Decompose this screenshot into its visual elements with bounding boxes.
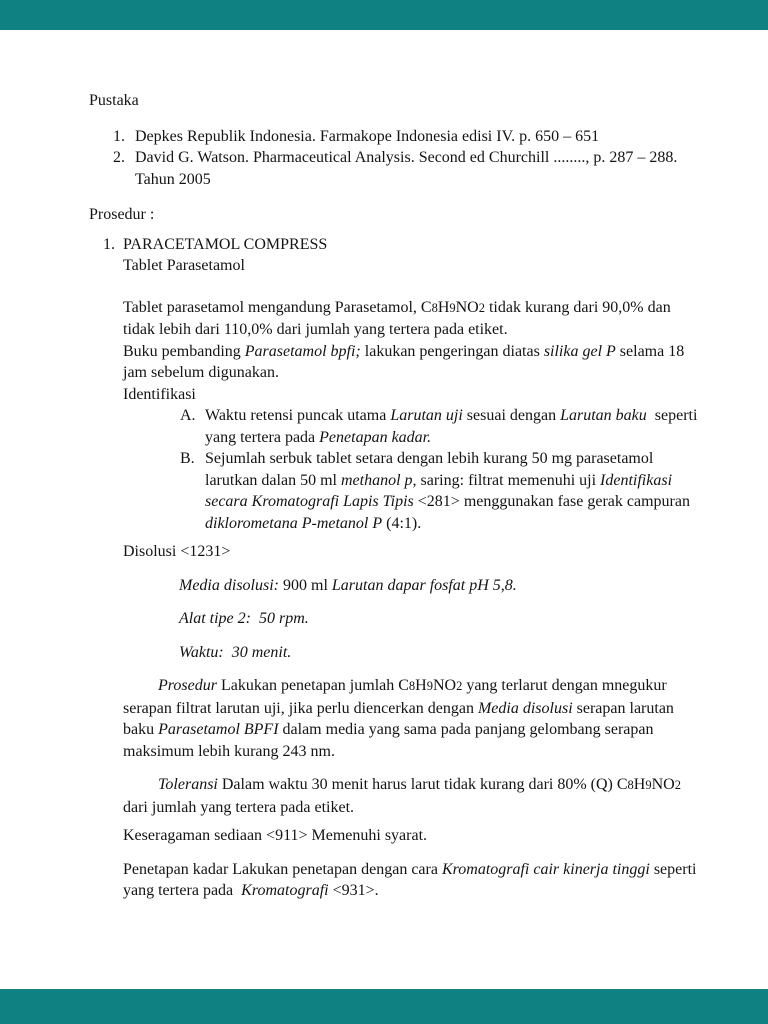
text-line	[123, 362, 698, 384]
text-run: H	[437, 298, 450, 316]
text-line	[123, 774, 698, 797]
text-run: baku	[123, 721, 159, 738]
list-letter: A.	[180, 407, 196, 424]
disolusi-heading	[123, 541, 698, 563]
chem-subscript: 9	[449, 300, 456, 315]
identifikasi-item-text	[205, 405, 698, 448]
procedure-body	[123, 234, 698, 902]
italic-text-run: Prosedur	[158, 677, 217, 694]
disolusi-media-line	[179, 575, 698, 597]
italic-text-run: Parasetamol bpfi;	[244, 342, 361, 360]
text-run: <931>.	[328, 882, 379, 899]
text-run: serapan larutan	[572, 699, 674, 717]
document-page	[0, 30, 768, 989]
italic-text-run: Kromatografi cair kinerja tinggi	[441, 860, 650, 878]
italic-text-run: secara Kromatografi Lapis Tipis	[205, 493, 414, 510]
text-run: jam sebelum digunakan.	[123, 364, 279, 381]
text-run: Dalam waktu 30 menit harus larut tidak kurang dari 80% (Q) C	[217, 776, 628, 793]
reference-list	[113, 126, 698, 191]
text-run: yang tertera pada	[123, 882, 242, 899]
italic-text-run: Alat tipe 2: 50 rpm.	[179, 610, 309, 627]
text-line	[123, 880, 698, 902]
text-run: serapan filtrat larutan uji, jika perlu diencerkan dengan	[123, 699, 478, 717]
text-run: maksimum lebih kurang 243 nm.	[123, 742, 335, 760]
prosedur-heading: Prosedur :	[89, 206, 155, 223]
text-line	[205, 405, 698, 427]
disolusi-alat-line	[179, 608, 698, 630]
text-run: Buku pembanding	[123, 342, 245, 360]
text-line	[123, 719, 698, 741]
page-content	[0, 30, 768, 902]
chem-subscript: 9	[645, 778, 652, 792]
disolusi-waktu-line	[179, 642, 698, 664]
text-run: Penetapan kadar Lakukan penetapan dengan cara	[123, 860, 442, 878]
reference-text	[135, 126, 698, 148]
text-line	[205, 470, 698, 492]
text-line	[179, 642, 698, 664]
italic-text-run: Toleransi	[158, 776, 218, 793]
chem-subscript: 8	[627, 778, 634, 792]
text-run: David G. Watson. Pharmaceutical Analysis. Second ed Churchill ........, p. 287 – 288.	[135, 149, 678, 166]
text-run: Tahun 2005	[135, 170, 211, 188]
text-run: Waktu retensi puncak utama	[205, 407, 391, 424]
identifikasi-heading: Identifikasi	[123, 385, 196, 403]
italic-text-run: Larutan uji	[390, 407, 463, 424]
chem-subscript: 2	[456, 679, 463, 693]
reference-item	[113, 126, 698, 148]
reference-item	[113, 147, 698, 190]
text-run: tidak kurang dari 90,0% dan	[484, 298, 671, 316]
chem-subscript: 8	[408, 679, 416, 693]
identifikasi-item-b	[180, 448, 698, 534]
text-line	[123, 341, 698, 363]
reference-standard-paragraph	[123, 341, 698, 384]
italic-text-run: Parasetamol BPFI	[158, 721, 279, 738]
text-run: lakukan pengeringan diatas	[360, 342, 544, 360]
italic-text-run: methanol p,	[340, 471, 417, 489]
procedure-item	[103, 234, 698, 902]
text-run: H	[633, 776, 646, 793]
text-run: selama 18	[615, 342, 685, 360]
monograph-intro-paragraph	[123, 297, 698, 341]
identifikasi-item-text	[205, 448, 698, 534]
italic-text-run: Waktu: 30 menit.	[179, 643, 292, 661]
pustaka-heading: Pustaka	[89, 92, 139, 109]
chem-subscript: 8	[431, 300, 438, 315]
text-line	[123, 319, 698, 341]
text-run: NO	[455, 298, 479, 316]
text-run: Keseragaman sediaan <911> Memenuhi syarat.	[123, 827, 428, 844]
text-line	[123, 675, 698, 698]
text-run: (4:1).	[382, 514, 422, 532]
text-line	[135, 126, 698, 148]
text-run: seperti	[646, 407, 698, 424]
text-line	[135, 169, 698, 191]
list-letter: B.	[180, 450, 195, 467]
text-run: dari jumlah yang tertera pada etiket.	[123, 798, 355, 816]
text-run: Lakukan penetapan jumlah C	[216, 677, 409, 694]
prosedur-paragraph	[123, 675, 698, 762]
text-run: yang terlarut dengan mnegukur	[462, 677, 667, 694]
text-run: tidak lebih dari 110,0% dari jumlah yang tertera pada etiket.	[123, 321, 508, 338]
italic-text-run: Larutan baku	[560, 407, 647, 424]
identifikasi-item-a	[180, 405, 698, 448]
text-run: larutkan dalan 50 ml	[205, 471, 341, 489]
text-line	[179, 608, 698, 630]
list-number: 1.	[113, 127, 125, 145]
list-number: 2.	[113, 149, 125, 166]
list-number: 1.	[103, 235, 115, 253]
text-run: NO	[432, 677, 457, 694]
penetapan-kadar-paragraph	[123, 859, 698, 902]
chem-subscript: 2	[478, 300, 485, 315]
text-line	[123, 297, 698, 320]
italic-text-run: diklorometana P-metanol P	[205, 514, 383, 532]
italic-text-run: Kromatografi	[241, 882, 329, 899]
text-run: Tablet parasetamol mengandung Parasetamol, C	[123, 298, 432, 316]
text-run: seperti	[649, 860, 697, 878]
text-run: dalam media yang sama pada panjang gelombang serapan	[278, 721, 654, 738]
text-run: H	[415, 677, 427, 694]
italic-text-run: Penetapan kadar.	[319, 428, 432, 446]
italic-text-run: Media disolusi	[477, 699, 573, 717]
text-line	[205, 513, 698, 535]
text-line	[123, 797, 698, 819]
text-line	[205, 491, 698, 513]
text-line	[179, 575, 698, 597]
toleransi-paragraph	[123, 774, 698, 818]
viewer-chrome-top-bar	[0, 0, 768, 30]
text-line	[123, 698, 698, 720]
text-run: yang tertera pada	[205, 428, 320, 446]
procedure-title: PARACETAMOL COMPRESS	[123, 235, 328, 253]
procedure-subtitle: Tablet Parasetamol	[123, 257, 245, 274]
text-line	[205, 427, 698, 449]
text-run: saring: filtrat memenuhi uji	[416, 471, 601, 489]
chem-subscript: 2	[674, 778, 681, 792]
text-run: 900 ml	[279, 576, 332, 594]
reference-text	[135, 147, 698, 190]
viewer-chrome-bottom-bar	[0, 989, 768, 1024]
chem-subscript: 9	[426, 679, 433, 693]
text-run: Sejumlah serbuk tablet setara dengan lebih kurang 50 mg parasetamol	[205, 450, 654, 467]
text-line	[123, 859, 698, 881]
text-run: sesuai dengan	[462, 407, 561, 424]
italic-text-run: Identifikasi	[600, 471, 673, 489]
text-line	[123, 741, 698, 763]
text-line	[205, 448, 698, 470]
text-line	[135, 147, 698, 169]
italic-text-run: silika gel P	[543, 342, 616, 360]
italic-text-run: Media disolusi:	[179, 576, 279, 594]
text-run: Depkes Republik Indonesia. Farmakope Indonesia edisi IV. p. 650 – 651	[135, 127, 600, 145]
text-run: NO	[651, 776, 675, 793]
text-run: <281> menggunakan fase gerak campuran	[413, 493, 690, 510]
italic-text-run: Larutan dapar fosfat pH 5,8.	[331, 576, 517, 594]
text-run: Disolusi <1231>	[123, 543, 231, 560]
keseragaman-line	[123, 825, 698, 847]
